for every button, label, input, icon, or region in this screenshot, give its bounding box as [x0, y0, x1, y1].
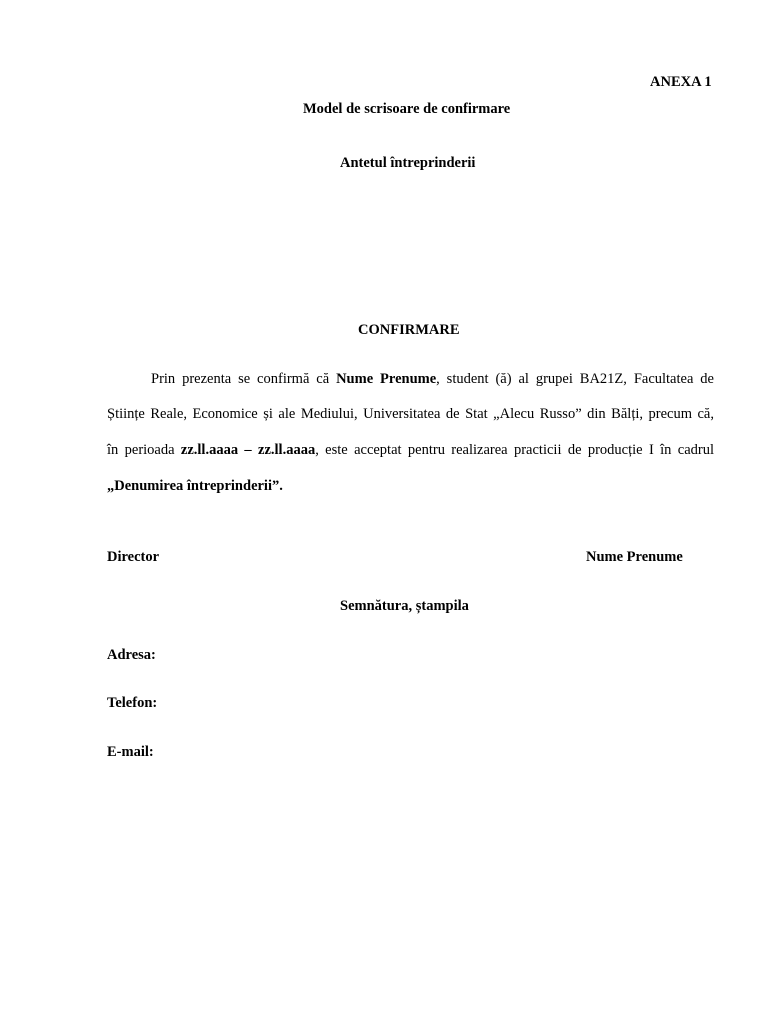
model-title: Model de scrisoare de confirmare	[303, 101, 511, 117]
body-line-1	[107, 370, 714, 388]
body-line-3	[107, 441, 714, 459]
header-placeholder: Antetul întreprinderii	[340, 155, 476, 171]
annex-label: ANEXA 1	[650, 74, 712, 90]
company-name: „Denumirea întreprinderii”.	[107, 478, 283, 494]
address-label: Adresa:	[107, 647, 156, 663]
body-line-2	[107, 405, 714, 423]
practice-period: zz.ll.aaaa – zz.ll.aaaa	[180, 442, 316, 458]
director-label: Director	[107, 549, 160, 565]
body-text: , student (ă) al grupei BA21Z, Facultatea de	[436, 371, 714, 387]
body-text: în perioada	[107, 442, 181, 458]
body-text: Prin prezenta se confirmă că	[151, 371, 337, 387]
student-name: Nume Prenume	[336, 371, 437, 387]
document-title: CONFIRMARE	[358, 322, 460, 338]
phone-label: Telefon:	[107, 695, 158, 711]
director-name: Nume Prenume	[586, 549, 683, 565]
body-text: , este acceptat pentru realizarea practicii de producție I în cadrul	[315, 442, 714, 458]
email-label: E-mail:	[107, 744, 154, 760]
signature-stamp-label: Semnătura, ștampila	[340, 598, 469, 614]
body-text: Științe Reale, Economice și ale Mediului, Universitatea de Stat „Alecu Russo” din Bălți, precum că,	[107, 406, 714, 422]
